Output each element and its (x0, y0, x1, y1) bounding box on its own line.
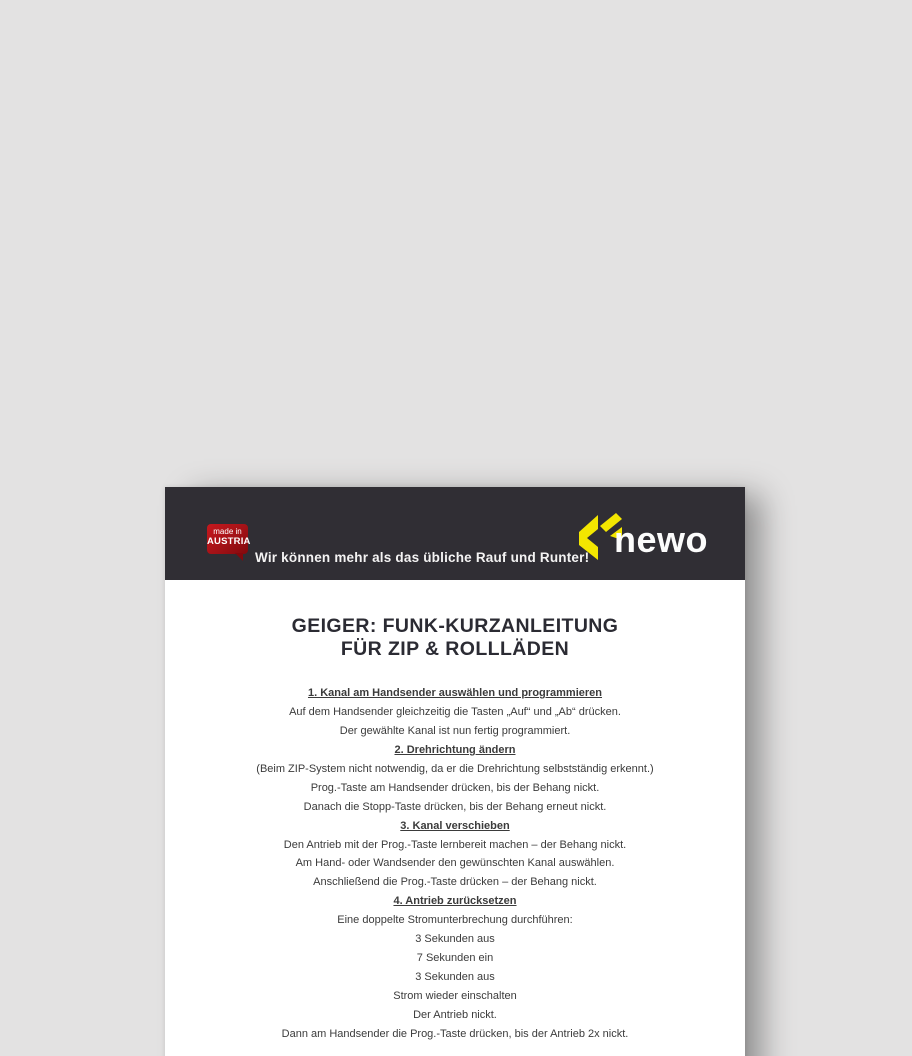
document-title-line2: FÜR ZIP & ROLLLÄDEN (340, 637, 570, 660)
instruction-line: 7 Sekunden ein (416, 952, 494, 965)
instruction-line: Den Antrieb mit der Prog.-Taste lernbereit machen – der Behang nickt. (283, 838, 627, 851)
newo-logo (577, 511, 717, 571)
instruction-line: Der Antrieb nickt. (413, 1008, 497, 1021)
instruction-line: 3 Sekunden aus (415, 933, 495, 946)
instruction-line: Danach die Stopp-Taste drücken, bis der Behang erneut nickt. (303, 800, 607, 813)
newo-logo-wordmark: newo (614, 519, 709, 560)
section-heading: 4. Antrieb zurücksetzen (393, 895, 517, 908)
instruction-line: Am Hand- oder Wandsender den gewünschten Kanal auswählen. (295, 857, 615, 870)
instruction-line: (Beim ZIP-System nicht notwendig, da er die Drehrichtung selbstständig erkennt.) (256, 762, 654, 775)
document-title-line1: GEIGER: FUNK-KURZANLEITUNG (291, 615, 619, 637)
instruction-line: Prog.-Taste am Handsender drücken, bis der Behang nickt. (310, 781, 600, 794)
instruction-line: Strom wieder einschalten (393, 990, 517, 1002)
flyer-header-bar (165, 487, 745, 580)
badge-line1: made in (213, 527, 242, 536)
instruction-line: Dann am Handsender die Prog.-Taste drücken, bis der Antrieb 2x nickt. (281, 1027, 629, 1040)
badge-line2: AUSTRIA (207, 535, 251, 547)
instruction-line: Anschließend die Prog.-Taste drücken – der Behang nickt. (313, 876, 597, 889)
section-heading: 1. Kanal am Handsender auswählen und programmieren (307, 687, 603, 699)
instruction-line: Eine doppelte Stromunterbrechung durchführen: (337, 914, 573, 927)
instruction-line: 3 Sekunden aus (415, 971, 495, 984)
header-slogan: Wir können mehr als das übliche Rauf und Runter! (255, 550, 590, 565)
flyer-page (165, 487, 745, 1056)
section-heading: 2. Drehrichtung ändern (394, 743, 516, 756)
instruction-line: Der gewählte Kanal ist nun fertig programmiert. (339, 724, 571, 737)
document-body (165, 684, 745, 1044)
instruction-line: Auf dem Handsender gleichzeitig die Tasten „Auf“ und „Ab“ drücken. (289, 705, 621, 718)
section-heading: 3. Kanal verschieben (400, 819, 510, 832)
document-title (165, 615, 745, 660)
made-in-austria-badge (207, 524, 251, 554)
